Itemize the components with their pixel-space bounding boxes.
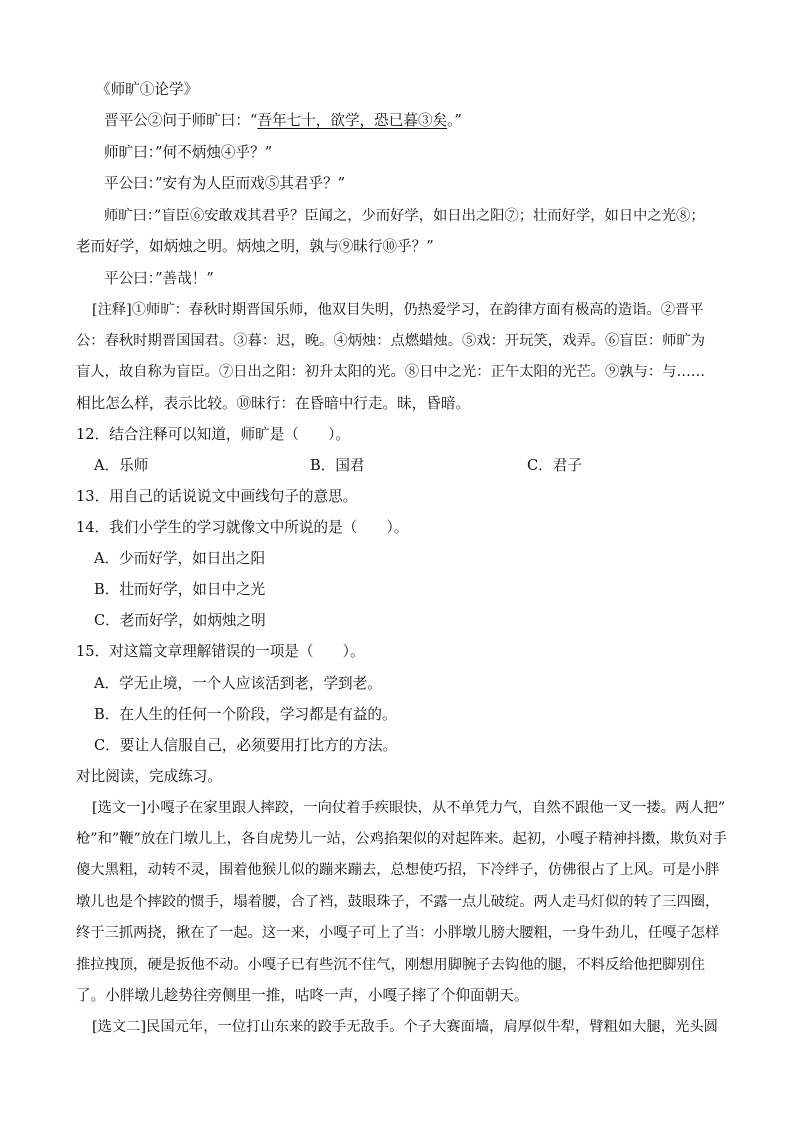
passage1-line-7: 了。小胖墩儿趁势往旁侧里一推，咕咚一声，小嘎子摔了个仰面朝天。 bbox=[76, 987, 529, 1004]
q12-option-a[interactable]: A．乐师 bbox=[94, 457, 149, 474]
passage1-line-5: 终于三抓两挠，揪在了一起。这一来，小嘎子可上了当：小胖墩儿膀大腰粗，一身牛劲儿，任嘎子怎样 bbox=[76, 925, 720, 941]
passage1-line-2: 枪”和”鞭”放在门墩儿上，各自虎势儿一站，公鸡掐架似的对起阵来。起初，小嘎子精神抖擞，欺负对手 bbox=[76, 831, 727, 847]
q15-option-c[interactable]: C．要让人信服自己，必须要用打比方的方法。 bbox=[94, 737, 398, 754]
compare-intro: 对比阅读，完成练习。 bbox=[76, 768, 222, 785]
q15-option-a[interactable]: A．学无止境，一个人应该活到老，学到老。 bbox=[94, 675, 382, 692]
dialogue-line-1-pre: 晋平公②问于师旷曰：“ bbox=[104, 112, 258, 129]
passage2-line-1: [选文二]民国元年，一位打山东来的跤手无敌手。个子大赛面墙，肩厚似牛犁，臂粗如大腿，光头圆 bbox=[92, 1019, 718, 1035]
question-15: 15．对这篇文章理解错误的一项是（ ）。 bbox=[76, 643, 365, 660]
q14-option-a[interactable]: A．少而好学，如日出之阳 bbox=[94, 550, 266, 567]
notes-line-4: 相比怎么样，表示比较。⑩昧行：在昏暗中行走。昧，昏暗。 bbox=[76, 395, 471, 412]
passage1-line-1: [选文一]小嘎子在家里跟人摔跤，一向仗着手疾眼快，从不单凭力气，自然不跟他一叉一搂。两人把” bbox=[92, 800, 726, 816]
dialogue-line-6: 平公曰：”善哉！” bbox=[104, 270, 214, 287]
notes-line-1: [注释]①师旷：春秋时期晋国乐师，他双目失明，仍热爱学习，在韵律方面有极高的造诣。②晋平 bbox=[92, 302, 704, 318]
q12-option-b[interactable]: B．国君 bbox=[310, 457, 365, 474]
poem-title: 《师旷①论学》 bbox=[96, 81, 199, 98]
notes-line-2: 公：春秋时期晋国国君。③暮：迟，晚。④炳烛：点燃蜡烛。⑤戏：开玩笑，戏弄。⑥盲臣：师旷为 bbox=[76, 333, 706, 349]
q14-option-c[interactable]: C．老而好学，如炳烛之明 bbox=[94, 612, 266, 629]
q12-option-c[interactable]: C．君子 bbox=[527, 457, 582, 474]
question-13: 13．用自己的话说说文中画线句子的意思。 bbox=[76, 488, 358, 505]
passage1-line-6: 推拉拽顶，硬是扳他不动。小嘎子已有些沉不住气，刚想用脚腕子去钩他的腿，不料反给他把脚别住 bbox=[76, 957, 706, 973]
question-12: 12．结合注释可以知道，师旷是（ ）。 bbox=[76, 426, 350, 443]
q15-option-b[interactable]: B．在人生的任何一个阶段，学习都是有益的。 bbox=[94, 706, 397, 723]
dialogue-line-2: 师旷曰：”何不炳烛④乎？” bbox=[104, 144, 273, 161]
dialogue-line-5: 老而好学，如炳烛之明。炳烛之明，孰与⑨昧行⑩乎？” bbox=[76, 238, 434, 255]
q14-option-b[interactable]: B．壮而好学，如日中之光 bbox=[94, 581, 266, 598]
dialogue-line-3: 平公曰：”安有为人臣而戏⑤其君乎？” bbox=[104, 175, 346, 192]
passage1-line-3: 傻大黑粗，动转不灵，围着他猴儿似的蹦来蹦去，总想使巧招，下冷绊子，仿佛很占了上风。可是小胖 bbox=[76, 862, 720, 878]
question-14: 14．我们小学生的学习就像文中所说的是（ ）。 bbox=[76, 519, 409, 536]
notes-line-3: 盲人，故自称为盲臣。⑦日出之阳：初升太阳的光。⑧日中之光：正午太阳的光芒。⑨孰与：与…… bbox=[76, 364, 706, 380]
dialogue-line-4: 师旷曰：”盲臣⑥安敢戏其君乎？臣闻之，少而好学，如日出之阳⑦；壮而好学，如日中之光⑧； bbox=[104, 208, 705, 224]
dialogue-line-1-post: 。” bbox=[447, 112, 462, 129]
dialogue-line-1 bbox=[104, 111, 462, 131]
passage1-line-4: 墩儿也是个摔跤的惯手，塌着腰，合了裆，鼓眼珠子，不露一点儿破绽。两人走马灯似的转了三四圈， bbox=[76, 894, 720, 910]
underlined-sentence: 吾年七十，欲学，恐已暮③矣 bbox=[257, 112, 448, 129]
